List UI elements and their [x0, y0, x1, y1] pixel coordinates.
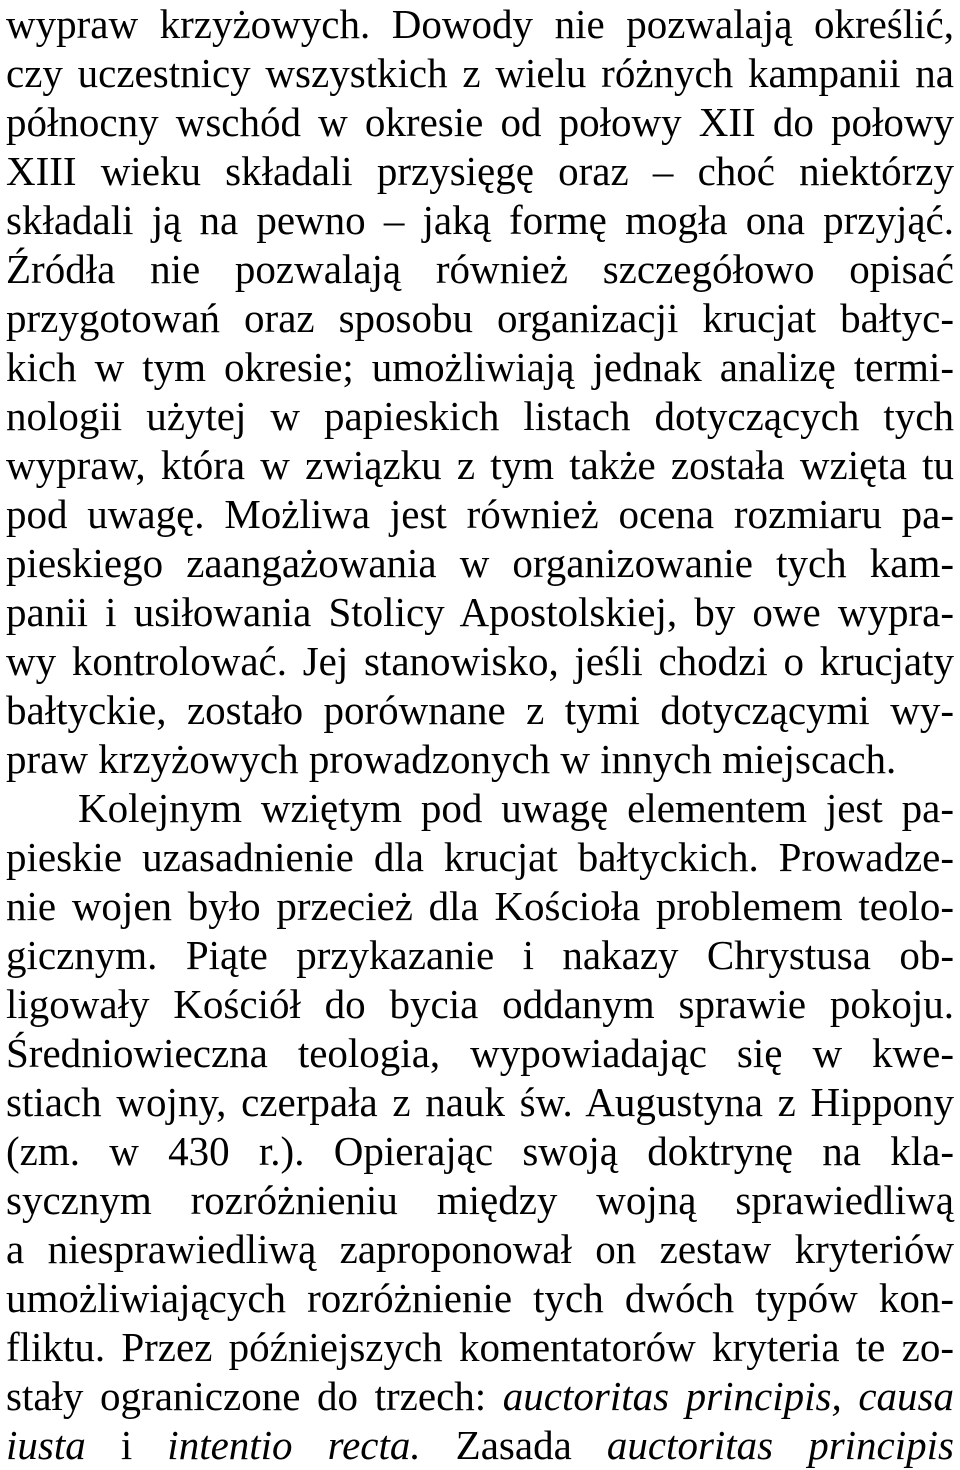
paragraph-start-line: Kolejnym wziętym pod uwagę elementem jest pa-	[78, 785, 954, 831]
paragraph-end-line: praw krzyżowych prowadzonych w innych miejscach.	[6, 736, 897, 782]
text-line: ligowały Kościół do bycia oddanym sprawie pokoju.	[6, 981, 954, 1027]
text-line	[6, 1421, 954, 1470]
text-line: (zm. w 430 r.). Opierając swoją doktrynę na kla-	[6, 1128, 954, 1174]
text-line: Średniowieczna teologia, wypowiadając się w kwe-	[6, 1030, 954, 1076]
text-line: północny wschód w okresie od połowy XII do połowy	[6, 99, 954, 145]
italic-latin-term: iusta	[6, 1422, 86, 1468]
text-segment: i	[85, 1422, 168, 1468]
text-line: pieskie uzasadnienie dla krucjat bałtyckich. Prowadze-	[6, 834, 954, 880]
text-line: nie wojen było przecież dla Kościoła problemem teolo-	[6, 883, 954, 929]
text-line: pod uwagę. Możliwa jest również ocena rozmiaru pa-	[6, 491, 954, 537]
text-line	[6, 1372, 954, 1421]
text-line: panii i usiłowania Stolicy Apostolskiej, by owe wypra-	[6, 589, 954, 635]
text-line: czy uczestnicy wszystkich z wielu różnych kampanii na	[6, 50, 954, 96]
text-segment: Zasada	[420, 1422, 607, 1468]
text-line: składali ją na pewno – jaką formę mogła ona przyjąć.	[6, 197, 954, 243]
italic-latin-term: auctoritas principis, causa	[502, 1373, 954, 1419]
text-line: wy kontrolować. Jej stanowisko, jeśli chodzi o krucjaty	[6, 638, 954, 684]
italic-latin-term: intentio recta.	[167, 1422, 421, 1468]
text-line: stiach wojny, czerpała z nauk św. Augustyna z Hippony	[6, 1079, 954, 1125]
text-line: przygotowań oraz sposobu organizacji krucjat bałtyc-	[6, 295, 954, 341]
text-line: kich w tym okresie; umożliwiają jednak analizę termi-	[6, 344, 954, 390]
text-line: gicznym. Piąte przykazanie i nakazy Chrystusa ob-	[6, 932, 954, 978]
text-line: pieskiego zaangażowania w organizowanie tych kam-	[6, 540, 954, 586]
text-line: XIII wieku składali przysięgę oraz – choć niektórzy	[6, 148, 954, 194]
text-line: Źródła nie pozwalają również szczegółowo opisać	[6, 246, 954, 292]
text-line: a niesprawiedliwą zaproponował on zestaw kryteriów	[6, 1226, 954, 1272]
text-line: wypraw krzyżowych. Dowody nie pozwalają określić,	[6, 1, 954, 47]
text-line: wypraw, która w związku z tym także została wzięta tu	[6, 442, 954, 488]
text-line: nologii użytej w papieskich listach dotyczących tych	[6, 393, 954, 439]
italic-latin-term: auctoritas principis	[606, 1422, 954, 1468]
text-segment: stały ograniczone do trzech:	[6, 1373, 503, 1419]
text-line: sycznym rozróżnieniu między wojną sprawiedliwą	[6, 1177, 954, 1223]
text-line: umożliwiających rozróżnienie tych dwóch typów kon-	[6, 1275, 954, 1321]
text-line: bałtyckie, zostało porównane z tymi dotyczącymi wy-	[6, 687, 954, 733]
text-line: fliktu. Przez późniejszych komentatorów kryteria te zo-	[6, 1324, 954, 1370]
